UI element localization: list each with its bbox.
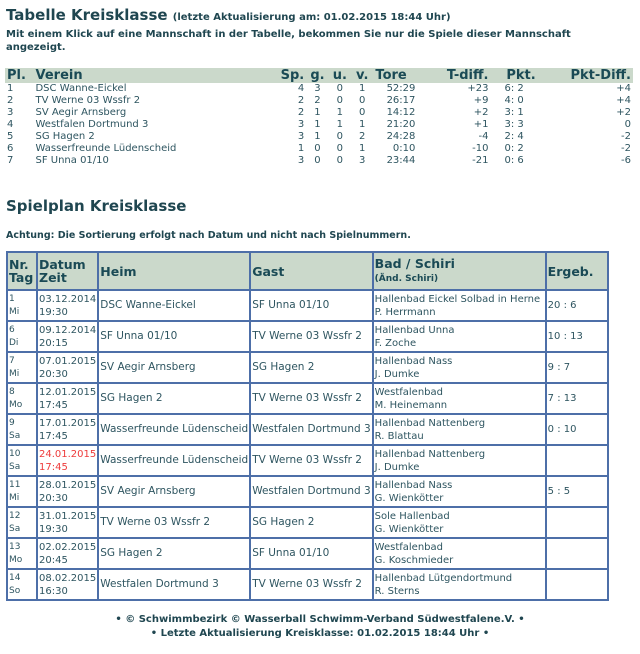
venue-referee — [373, 383, 546, 414]
standings-v: 2 — [359, 131, 366, 142]
standings-pl: 4 — [7, 119, 14, 130]
footer-copyright: • © Schwimmbezirk © Wasserball Schwimm-Verband Südwestfalene.V. • — [115, 614, 525, 625]
standings-tore: 23:44 — [386, 155, 416, 166]
match-time: 16:30 — [39, 585, 68, 597]
sort-note: Achtung: Die Sortierung erfolgt nach Datum und nicht nach Spielnummern. — [6, 230, 411, 241]
venue-referee — [373, 569, 546, 600]
col-bad-sub-label: (Änd. Schiri) — [374, 273, 439, 284]
standings-u: 1 — [336, 119, 344, 130]
standings-tdiff: +1 — [473, 119, 489, 130]
standings-row[interactable] — [5, 131, 633, 143]
standings-sp: 4 — [297, 83, 305, 94]
standings-pl: 2 — [7, 95, 14, 106]
away-team: SG Hagen 2 — [250, 352, 372, 383]
standings-pl: 3 — [7, 107, 14, 118]
match-time: 19:30 — [39, 306, 68, 318]
standings-u: 0 — [336, 83, 344, 94]
match-nr-day — [7, 290, 37, 321]
standings-v: 0 — [359, 107, 366, 118]
standings-tdiff: -21 — [472, 155, 489, 166]
standings-pktdiff: -2 — [621, 131, 631, 142]
col-v: v. — [351, 68, 373, 83]
standings-pktdiff: +2 — [616, 107, 631, 118]
standings-pkt: 0: 6 — [504, 155, 524, 166]
match-date: 12.01.2015 — [39, 386, 97, 398]
schedule-header-row — [7, 252, 608, 290]
match-time: 20:45 — [39, 554, 68, 566]
footer — [0, 613, 640, 641]
standings-team-link[interactable]: Wasserfreunde Lüdenscheid — [35, 143, 177, 154]
standings-u: 0 — [336, 155, 344, 166]
home-team: SV Aegir Arnsberg — [98, 476, 250, 507]
venue: Sole Hallenbad — [374, 510, 450, 522]
standings-header-row — [5, 68, 633, 83]
match-time: 20:30 — [39, 492, 68, 504]
match-day: Sa — [9, 461, 21, 472]
standings-tore: 21:20 — [386, 119, 416, 130]
col-tdiff: T-diff. — [429, 68, 490, 83]
match-day: Sa — [9, 523, 21, 534]
match-day: Mi — [9, 306, 20, 317]
standings-row[interactable] — [5, 143, 633, 155]
col-pktdiff: Pkt-Diff. — [552, 68, 633, 83]
match-day: So — [9, 585, 21, 596]
standings-pl: 6 — [7, 143, 14, 154]
match-time: 20:30 — [39, 368, 68, 380]
standings-tdiff: +2 — [473, 107, 489, 118]
col-bad-schiri — [373, 252, 546, 290]
update-note: (letzte Aktualisierung am: 01.02.2015 18:44 Uhr) — [172, 12, 451, 23]
standings-sp: 2 — [297, 95, 305, 106]
standings-team-link[interactable]: DSC Wanne-Eickel — [35, 83, 127, 94]
standings-g: 1 — [314, 107, 321, 118]
match-date-time — [37, 507, 98, 538]
home-team: SF Unna 01/10 — [98, 321, 250, 352]
standings-sp: 3 — [297, 119, 305, 130]
standings-pl: 1 — [7, 83, 14, 94]
venue-referee — [373, 321, 546, 352]
away-team: Westfalen Dortmund 3 — [250, 476, 372, 507]
col-tore: Tore — [373, 68, 429, 83]
referee: P. Herrmann — [374, 306, 436, 318]
match-date: 28.01.2015 — [39, 479, 97, 491]
match-nr-day — [7, 538, 37, 569]
standings-tore: 26:17 — [386, 95, 416, 106]
schedule-row — [7, 507, 608, 538]
standings-sp: 3 — [297, 131, 305, 142]
venue-referee — [373, 290, 546, 321]
result: 9 : 7 — [546, 352, 608, 383]
standings-team-link[interactable]: TV Werne 03 Wssfr 2 — [35, 95, 141, 106]
match-day: Mo — [9, 399, 23, 410]
col-tag-label: Tag — [9, 270, 34, 285]
standings-pkt: 6: 2 — [504, 83, 524, 94]
standings-v: 1 — [359, 83, 366, 94]
standings-tdiff: -4 — [478, 131, 489, 142]
match-nr: 6 — [9, 324, 15, 335]
home-team: Wasserfreunde Lüdenscheid — [98, 445, 250, 476]
home-team: Wasserfreunde Lüdenscheid — [98, 414, 250, 445]
standings-row[interactable] — [5, 83, 633, 95]
schedule-row — [7, 414, 608, 445]
schedule-row — [7, 321, 608, 352]
col-pkt: Pkt. — [490, 68, 551, 83]
standings-u: 0 — [336, 95, 344, 106]
schedule-row — [7, 445, 608, 476]
match-date-time — [37, 538, 98, 569]
match-date: 09.12.2014 — [39, 324, 97, 336]
standings-table — [5, 68, 633, 167]
result: 20 : 6 — [546, 290, 608, 321]
col-nr-tag — [7, 252, 37, 290]
result: 7 : 13 — [546, 383, 608, 414]
col-gast: Gast — [250, 252, 372, 290]
referee: F. Zoche — [374, 337, 417, 349]
standings-v: 0 — [359, 95, 366, 106]
match-day: Mi — [9, 492, 20, 503]
match-time: 17:45 — [39, 399, 68, 411]
venue: Westfalenbad — [374, 386, 443, 398]
standings-sp: 3 — [297, 155, 305, 166]
col-u: u. — [329, 68, 351, 83]
match-nr-day — [7, 445, 37, 476]
match-date-time — [37, 414, 98, 445]
match-day: Mi — [9, 368, 20, 379]
match-date-time — [37, 290, 98, 321]
standings-pkt: 3: 1 — [504, 107, 524, 118]
match-day: Di — [9, 337, 19, 348]
standings-pkt: 4: 0 — [504, 95, 524, 106]
home-team: SG Hagen 2 — [98, 538, 250, 569]
away-team: SF Unna 01/10 — [250, 538, 372, 569]
page-title-text: Tabelle Kreisklasse — [6, 6, 168, 24]
match-nr: 8 — [9, 386, 15, 397]
match-date: 07.01.2015 — [39, 355, 97, 367]
match-nr-day — [7, 569, 37, 600]
venue: Hallenbad Nattenberg — [374, 448, 486, 460]
result — [546, 507, 608, 538]
col-bad-label: Bad / Schiri — [374, 255, 455, 271]
match-time: 17:45 — [39, 430, 68, 442]
away-team: TV Werne 03 Wssfr 2 — [250, 321, 372, 352]
standings-row[interactable] — [5, 155, 633, 167]
standings-g: 0 — [314, 155, 321, 166]
match-nr: 1 — [9, 293, 15, 304]
standings-pktdiff: -6 — [621, 155, 631, 166]
standings-pktdiff: 0 — [624, 119, 631, 130]
standings-pktdiff: +4 — [616, 95, 631, 106]
standings-pkt: 3: 3 — [504, 119, 524, 130]
match-date: 31.01.2015 — [39, 510, 97, 522]
standings-tore: 14:12 — [386, 107, 416, 118]
match-nr: 9 — [9, 417, 15, 428]
venue-referee — [373, 352, 546, 383]
match-date: 02.02.2015 — [39, 541, 97, 553]
venue-referee — [373, 507, 546, 538]
referee: R. Blattau — [374, 430, 424, 442]
match-date: 03.12.2014 — [39, 293, 97, 305]
standings-team-link[interactable]: SV Aegir Arnsberg — [35, 107, 127, 118]
standings-row[interactable] — [5, 95, 633, 107]
match-date: 17.01.2015 — [39, 417, 97, 429]
footer-last-update: • Letzte Aktualisierung Kreisklasse: 01.02.2015 18:44 Uhr • — [150, 628, 490, 639]
schedule-row — [7, 290, 608, 321]
away-team: Westfalen Dortmund 3 — [250, 414, 372, 445]
standings-sp: 1 — [297, 143, 305, 154]
home-team: SG Hagen 2 — [98, 383, 250, 414]
match-nr: 11 — [9, 479, 21, 490]
match-time: 20:15 — [39, 337, 68, 349]
standings-v: 1 — [359, 119, 366, 130]
standings-g: 3 — [314, 83, 321, 94]
referee: G. Koschmieder — [374, 554, 454, 566]
intro-text: Mit einem Klick auf eine Mannschaft in der Tabelle, bekommen Sie nur die Spiele dieser Mannschaft angezeigt. — [6, 29, 571, 53]
match-date-time — [37, 321, 98, 352]
standings-pktdiff: -2 — [621, 143, 631, 154]
standings-team-link[interactable]: Westfalen Dortmund 3 — [35, 119, 149, 130]
page-title — [6, 6, 626, 27]
result — [546, 445, 608, 476]
match-nr-day — [7, 321, 37, 352]
away-team: TV Werne 03 Wssfr 2 — [250, 445, 372, 476]
schedule-row — [7, 383, 608, 414]
match-nr: 14 — [9, 572, 21, 583]
standings-u: 1 — [336, 107, 344, 118]
venue: Hallenbad Eickel Solbad in Herne — [374, 293, 541, 305]
col-ergeb: Ergeb. — [546, 252, 608, 290]
standings-u: 0 — [336, 143, 344, 154]
venue-referee — [373, 414, 546, 445]
col-g: g. — [306, 68, 328, 83]
standings-g: 1 — [314, 131, 321, 142]
venue: Hallenbad Unna — [374, 324, 455, 336]
result: 0 : 10 — [546, 414, 608, 445]
match-day: Mo — [9, 554, 23, 565]
schedule-title: Spielplan Kreisklasse — [6, 197, 187, 215]
schedule-row — [7, 476, 608, 507]
referee: R. Sterns — [374, 585, 420, 597]
schedule-row — [7, 538, 608, 569]
match-nr-day — [7, 414, 37, 445]
col-datum-label: Datum — [39, 257, 86, 272]
match-date-time — [37, 569, 98, 600]
standings-g: 0 — [314, 143, 321, 154]
referee: M. Heinemann — [374, 399, 448, 411]
col-zeit-label: Zeit — [39, 270, 67, 285]
result — [546, 569, 608, 600]
col-pl: Pl. — [5, 68, 33, 83]
home-team: TV Werne 03 Wssfr 2 — [98, 507, 250, 538]
match-nr: 13 — [9, 541, 21, 552]
match-date: 08.02.2015 — [39, 572, 97, 584]
col-datum-zeit — [37, 252, 98, 290]
venue: Hallenbad Nass — [374, 479, 453, 491]
standings-pl: 5 — [7, 131, 14, 142]
match-date-time — [37, 476, 98, 507]
referee: G. Wienkötter — [374, 523, 444, 535]
match-time: 19:30 — [39, 523, 68, 535]
match-nr-day — [7, 383, 37, 414]
standings-pl: 7 — [7, 155, 14, 166]
col-nr-label: Nr. — [9, 257, 29, 272]
venue-referee — [373, 538, 546, 569]
standings-tdiff: +9 — [473, 95, 489, 106]
home-team: SV Aegir Arnsberg — [98, 352, 250, 383]
referee: G. Wienkötter — [374, 492, 444, 504]
match-nr-day — [7, 352, 37, 383]
standings-team-link[interactable]: SG Hagen 2 — [35, 131, 95, 142]
away-team: SG Hagen 2 — [250, 507, 372, 538]
result: 5 : 5 — [546, 476, 608, 507]
away-team: TV Werne 03 Wssfr 2 — [250, 383, 372, 414]
referee: J. Dumke — [374, 461, 420, 473]
standings-u: 0 — [336, 131, 344, 142]
result — [546, 538, 608, 569]
standings-pktdiff: +4 — [616, 83, 631, 94]
standings-row[interactable] — [5, 107, 633, 119]
home-team: Westfalen Dortmund 3 — [98, 569, 250, 600]
col-sp: Sp. — [270, 68, 307, 83]
match-date: 24.01.2015 — [39, 448, 97, 460]
venue-referee — [373, 476, 546, 507]
schedule-table — [6, 251, 609, 601]
match-date-time — [37, 352, 98, 383]
col-heim: Heim — [98, 252, 250, 290]
match-nr-day — [7, 476, 37, 507]
away-team: TV Werne 03 Wssfr 2 — [250, 569, 372, 600]
schedule-row — [7, 352, 608, 383]
standings-tdiff: -10 — [472, 143, 489, 154]
match-nr: 10 — [9, 448, 21, 459]
standings-tore: 24:28 — [386, 131, 416, 142]
standings-sp: 2 — [297, 107, 305, 118]
standings-team-link[interactable]: SF Unna 01/10 — [35, 155, 109, 166]
match-nr: 7 — [9, 355, 15, 366]
result: 10 : 13 — [546, 321, 608, 352]
header — [6, 6, 626, 54]
standings-tore: 52:29 — [386, 83, 416, 94]
venue: Hallenbad Lütgendortmund — [374, 572, 513, 584]
match-nr-day — [7, 507, 37, 538]
home-team: DSC Wanne-Eickel — [98, 290, 250, 321]
venue: Hallenbad Nass — [374, 355, 453, 367]
match-date-time — [37, 445, 98, 476]
schedule-row — [7, 569, 608, 600]
match-day: Sa — [9, 430, 21, 441]
standings-pkt: 2: 4 — [504, 131, 524, 142]
venue: Westfalenbad — [374, 541, 443, 553]
standings-pkt: 0: 2 — [504, 143, 524, 154]
referee: J. Dumke — [374, 368, 420, 380]
standings-v: 3 — [359, 155, 366, 166]
away-team: SF Unna 01/10 — [250, 290, 372, 321]
standings-v: 1 — [359, 143, 366, 154]
match-date-time — [37, 383, 98, 414]
venue: Hallenbad Nattenberg — [374, 417, 486, 429]
standings-tore: 0:10 — [392, 143, 416, 154]
standings-g: 1 — [314, 119, 321, 130]
col-verein: Verein — [33, 68, 269, 83]
standings-row[interactable] — [5, 119, 633, 131]
match-nr: 12 — [9, 510, 21, 521]
standings-tdiff: +23 — [467, 83, 489, 94]
standings-g: 2 — [314, 95, 321, 106]
venue-referee — [373, 445, 546, 476]
match-time: 17:45 — [39, 461, 68, 473]
